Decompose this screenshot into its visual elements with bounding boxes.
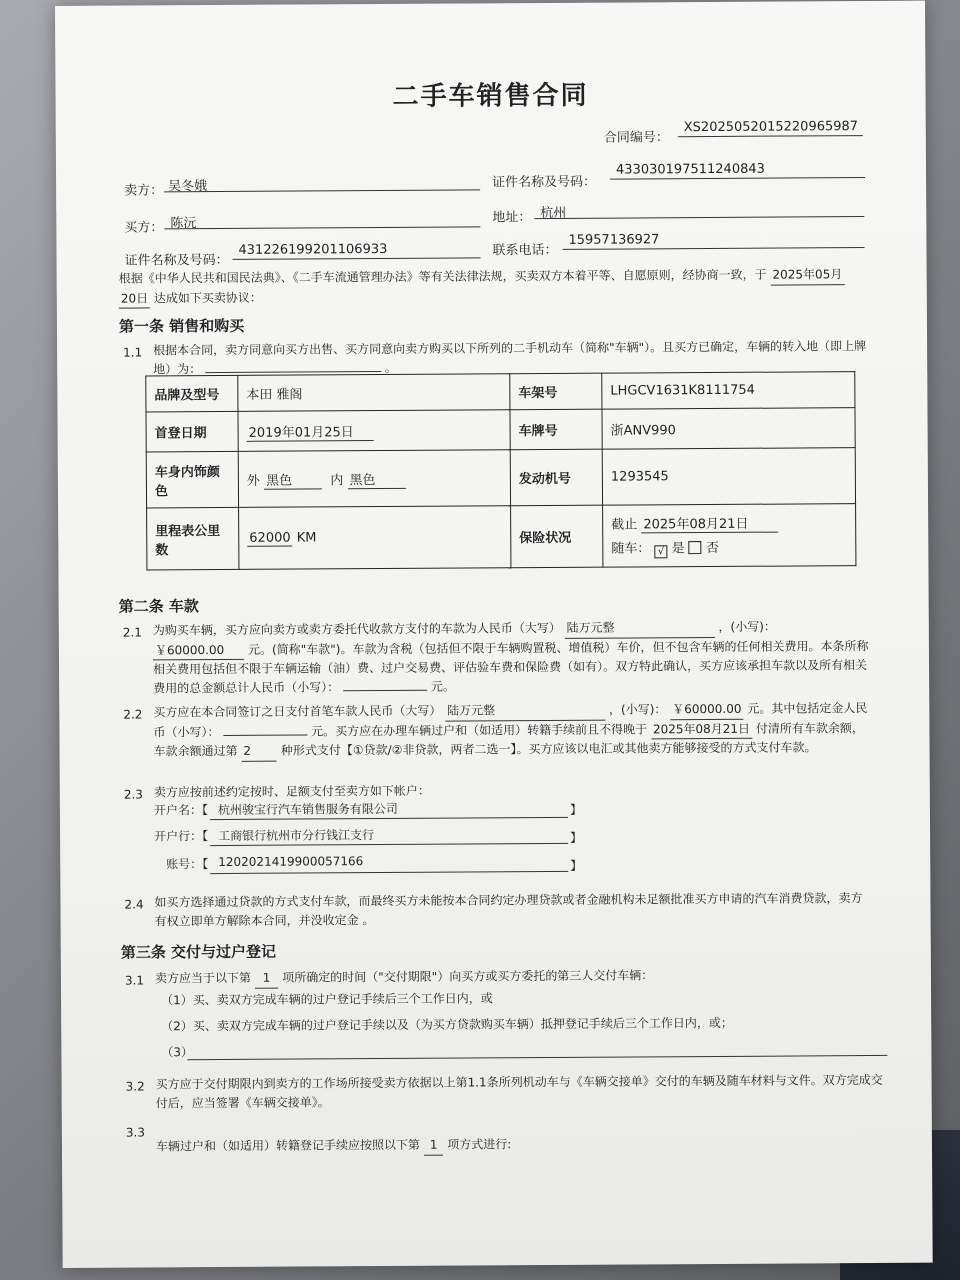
clause-2-3-text: 卖方应按前述约定按时、足额支付至卖方如下帐户： <box>153 783 430 800</box>
brand-label: 品牌及型号 <box>146 375 238 412</box>
reg-date-label: 首登日期 <box>146 411 238 452</box>
seller-id-label: 证件名称及号码： <box>492 174 597 191</box>
preamble-tail: 达成如下买卖协议： <box>153 290 262 305</box>
clause-2-1-number: 2.1 <box>122 625 142 640</box>
insurance-yes-label: 是 <box>671 541 685 557</box>
preamble-date-month: 2025年05月 <box>770 265 844 285</box>
buyer-id-value: 431226199201106933 <box>238 241 388 258</box>
table-row <box>146 448 855 508</box>
clause-3-2-text: 买方应于交付期限内到卖方的工作场所接受卖方依据以上第1.1条所列机动车与《车辆交接单》交付的车辆及随车材料与文件。双方完成交付后，应当签署《车辆交接单》。 <box>155 1072 883 1110</box>
color-label: 车身内饰颜色 <box>146 451 238 508</box>
seller-id-underline <box>610 177 865 180</box>
account-number-bracket: 】 <box>570 858 583 873</box>
price-upper-value: 陆万元整 <box>565 618 715 638</box>
vin-label: 车架号 <box>510 373 602 410</box>
mileage-cell <box>239 506 511 570</box>
exterior-color: 黑色 <box>264 469 322 489</box>
seller-id-value: 433030197511240843 <box>615 161 765 178</box>
brand-value: 本田 雅阁 <box>238 374 510 412</box>
clause-3-3-a: 车辆过户和（如适用）转籍登记手续应按照以下第 <box>155 1137 421 1154</box>
clause-2-2-f: 种形式支付【①贷款/②非贷款，两者二选一】。买方应该以电汇或其他卖方能够接受的方式支付车款。 <box>280 740 817 758</box>
clause-2-2-b: ，(小写)： <box>608 702 667 717</box>
plate-value: 浙ANV990 <box>602 408 855 450</box>
buyer-address-value: 杭州 <box>540 205 567 222</box>
account-number-underline <box>210 871 568 874</box>
account-number-label: 账号：【 <box>166 857 209 872</box>
clause-3-1-b: 项所确定的时间（"交付期限"）向买方或买方委托的第三人交付车辆： <box>282 968 654 985</box>
clause-2-2-d: 元。买方应在办理车辆过户和（如适用）转籍手续前且不得晚于 <box>311 721 648 738</box>
buyer-address-label: 地址： <box>492 210 532 226</box>
clause-1-1-number: 1.1 <box>123 345 143 360</box>
insurance-with-car <box>611 536 847 558</box>
bank-bracket: 】 <box>570 830 583 845</box>
bank-label: 开户行：【 <box>154 829 209 844</box>
clause-3-1-option-2: （2）买、卖双方完成车辆的过户登记手续以及（为买方贷款购买车辆）抵押登记手续后三个工作日内，或； <box>161 1015 733 1034</box>
contract-no-label: 合同编号： <box>603 130 669 146</box>
insurance-cell <box>603 504 856 568</box>
clause-2-4-text: 如买方选择通过贷款的方式支付车款，而最终买方未能按本合同约定办理贷款或者金融机构未足额批准买方申请的汽车消费贷款，卖方有权立即单方解除本合同，并没收定金 。 <box>154 891 863 928</box>
total-amount-blank <box>343 689 427 691</box>
insurance-yes-checkbox[interactable]: √ <box>654 545 667 558</box>
first-payment-upper: 陆万元整 <box>445 701 605 721</box>
clause-3-2-number: 3.2 <box>125 1079 145 1094</box>
insurance-with-label: 随车： <box>611 541 651 557</box>
payment-method-number: 2 <box>241 742 277 762</box>
clause-1-1-end: 。 <box>384 360 397 375</box>
engine-label: 发动机号 <box>510 449 602 506</box>
clause-2-4-number: 2.4 <box>124 897 144 912</box>
seller-underline <box>164 189 480 192</box>
first-payment-lower: ￥60000.00 <box>670 700 743 720</box>
buyer-underline <box>164 226 480 229</box>
clause-1-1-text: 根据本合同，卖方同意向买方出售、买方同意向卖方购买以下所列的二手机动车（简称"车辆"）。且买方已确定，车辆的转入地（即上牌地）为： <box>153 339 867 376</box>
clause-2-1-b: ，(小写)： <box>718 619 776 634</box>
clause-3-1 <box>155 965 871 989</box>
table-row <box>147 504 856 570</box>
insurance-label: 保险状况 <box>511 505 603 568</box>
insurance-expiry <box>611 512 847 533</box>
contract-page <box>55 1 933 1268</box>
clause-2-2-c: 元。其中包括定金人民币（小写）： <box>153 701 868 739</box>
preamble <box>119 265 871 309</box>
clause-2-3-number: 2.3 <box>123 787 143 802</box>
clause-3-3-number: 3.3 <box>125 1125 146 1140</box>
mileage-value: 62000 <box>247 530 292 546</box>
buyer-phone-value: 15957136927 <box>568 232 660 248</box>
exterior-prefix: 外 <box>246 473 260 489</box>
transfer-item-number: 1 <box>424 1136 444 1156</box>
clause-3-1-option-1: （1）买、卖双方完成车辆的过户登记手续后三个工作日内，或 <box>161 991 493 1008</box>
article-3-title: 第三条 交付与过户登记 <box>120 942 277 962</box>
reg-date-cell <box>238 410 510 452</box>
buyer-address-underline <box>534 216 864 219</box>
clause-2-2 <box>153 699 869 762</box>
article-2-title: 第二条 车款 <box>118 597 199 616</box>
clause-3-1-option-3: （3） <box>161 1045 194 1060</box>
buyer-id-label: 证件名称及号码： <box>124 252 229 269</box>
delivery-item-number: 1 <box>255 969 279 989</box>
seller-label: 卖方： <box>124 183 164 199</box>
clause-2-2-e: 付清所有车款余额，车款余额通过第 <box>153 720 864 759</box>
color-cell <box>238 450 510 508</box>
account-name-value: 杭州骏宝行汽车销售服务有限公司 <box>217 801 398 818</box>
contract-no-underline <box>678 135 863 137</box>
account-number-value: 1202021419900057166 <box>218 854 364 870</box>
interior-color: 黑色 <box>347 468 405 488</box>
mileage-label: 里程表公里数 <box>147 507 239 570</box>
table-row <box>146 372 855 412</box>
preamble-date-day: 20日 <box>119 289 150 309</box>
balance-due-date: 2025年08月21日 <box>651 719 752 739</box>
bank-value: 工商银行杭州市分行钱江支行 <box>218 828 375 844</box>
insurance-date: 2025年08月21日 <box>641 513 778 534</box>
clause-2-2-a: 买方应在本合同签订之日支付首笔车款人民币（大写） <box>153 703 442 720</box>
buyer-value: 陈沅 <box>170 216 197 232</box>
clause-2-2-number: 2.2 <box>123 707 143 722</box>
reg-date-value: 2019年01月25日 <box>247 421 374 442</box>
vehicle-info-table <box>145 371 856 570</box>
option-3-underline <box>187 1055 887 1060</box>
clause-2-1-a: 为购买车辆，买方应向卖方或卖方委托代收款方支付的车款为人民币（大写） <box>152 620 561 638</box>
transfer-place-blank <box>205 371 381 373</box>
price-lower-value: ￥60000.00 <box>153 640 244 660</box>
clause-3-1-a: 卖方应当于以下第 <box>154 970 251 986</box>
article-1-title: 第一条 销售和购买 <box>118 316 245 336</box>
interior-prefix: 内 <box>330 472 344 488</box>
table-row <box>146 408 855 452</box>
insurance-prefix: 截止 <box>611 517 638 533</box>
contract-no-value: XS2025052015220965987 <box>683 119 859 136</box>
clause-3-1-number: 3.1 <box>124 973 145 988</box>
engine-value: 1293545 <box>602 448 855 506</box>
plate-label: 车牌号 <box>510 409 602 450</box>
clause-3-3-b: 项方式进行: <box>447 1137 512 1152</box>
clause-2-1-c: 元。(简称"车款")。车款为含税（包括但不限于车辆购置税、增值税）车价，但不包含车辆的任何相关费用。本条所称相关费用包括但不限于车辆运输（油）费、过户交易费、评估验车费和保险费（如有）。双方特此确认，买方应该承担车款以及所有相关费用的总金额总计人民币（小写）： <box>153 638 869 695</box>
buyer-phone-label: 联系电话： <box>492 242 558 259</box>
buyer-label: 买方： <box>124 220 164 236</box>
clause-3-3 <box>156 1133 872 1157</box>
clause-2-1 <box>153 617 869 697</box>
insurance-no-label: 否 <box>705 540 719 557</box>
vin-value: LHGCV1631K8111754 <box>602 372 855 410</box>
account-name-bracket: 】 <box>569 802 582 817</box>
mileage-unit: KM <box>296 529 317 546</box>
account-name-label: 开户名：【 <box>153 803 208 818</box>
deposit-blank <box>223 734 307 736</box>
insurance-no-checkbox[interactable] <box>689 541 702 554</box>
preamble-text: 根据《中华人民共和国民法典》、《二手车流通管理办法》等有关法律法规，买卖双方本着平等、自愿原则，经协商一致，于 <box>118 267 767 286</box>
clause-2-1-d: 元。 <box>430 679 455 694</box>
contract-title: 二手车销售合同 <box>392 80 589 112</box>
seller-value: 吴冬娥 <box>168 179 208 195</box>
buyer-id-underline <box>233 257 481 260</box>
